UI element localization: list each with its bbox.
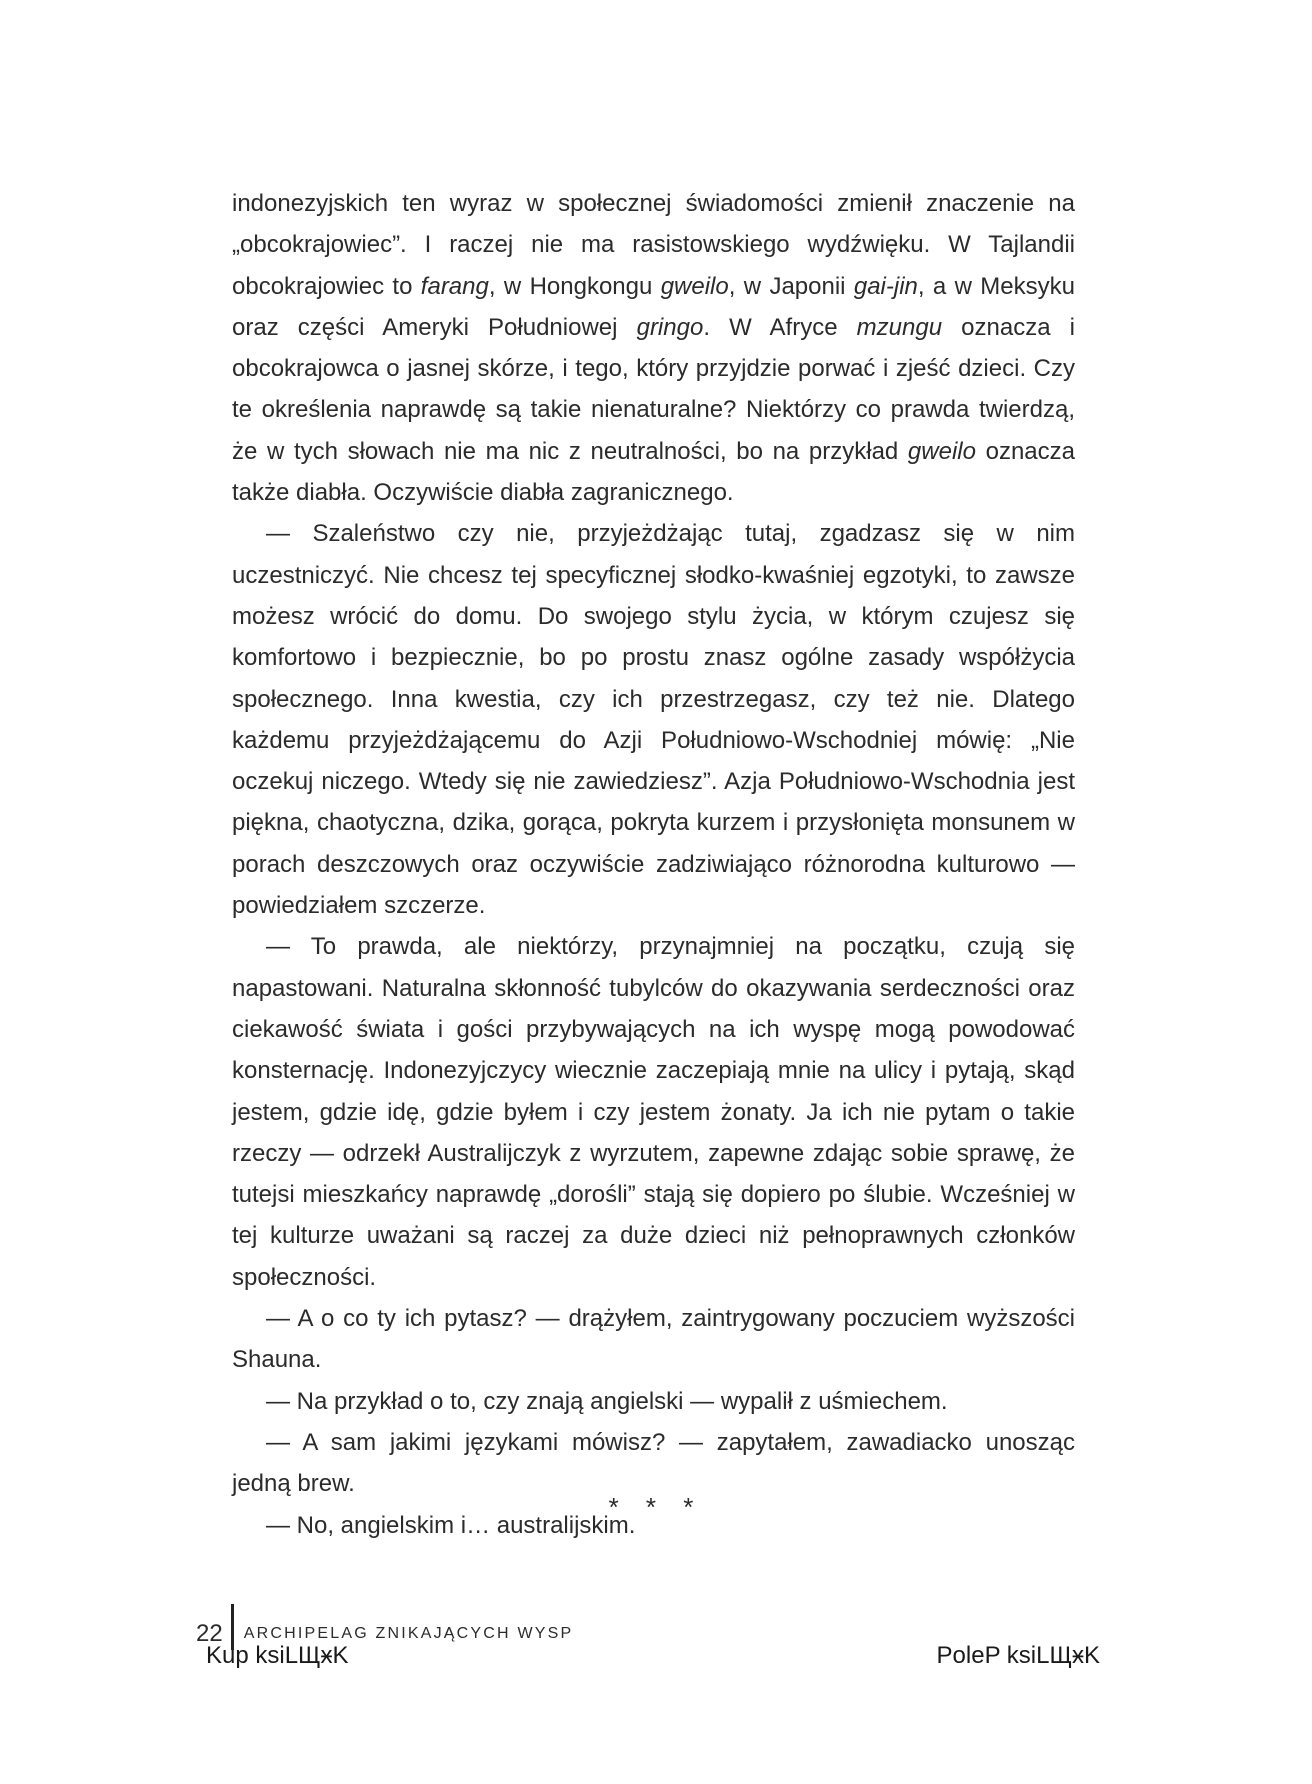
section-separator: * * * — [608, 1492, 704, 1522]
running-title: ARCHIPELAG ZNIKAJĄCYCH WYSP — [243, 1625, 574, 1642]
text-run: — A sam jakimi językami mówisz? — zapytałem, zawadiacko unosząc jedną brew. — [232, 1428, 1075, 1498]
page-number: 22 — [196, 1620, 223, 1647]
italic-term: farang — [420, 272, 489, 300]
italic-term: gai-jin — [853, 272, 918, 300]
italic-term: gringo — [636, 313, 704, 341]
text-run: indonezyjskich ten wyraz w społecznej świadomości zmienił znaczenie na „obcokrajowiec”. I raczej nie ma rasistowskiego wydźwięku. W Tajlandii obcokrajowiec to — [232, 190, 1075, 300]
text-run: — A o co ty ich pytasz? — drążyłem, zaintrygowany poczuciem wyższości Shauna. — [232, 1305, 1075, 1374]
italic-term: gweilo — [907, 437, 976, 465]
recommend-book-link[interactable]: PoleP ksiLЩӿK — [936, 1642, 1100, 1669]
italic-term: gweilo — [660, 272, 729, 300]
text-run: — No, angielskim i… australijskim. — [266, 1511, 636, 1539]
text-run: , a w Meksyku oraz części Ameryki Południowej — [232, 272, 1075, 341]
paragraph — [232, 1381, 1075, 1422]
text-run: — Szaleństwo czy nie, przyjeżdżając tutaj, zgadzasz się w nim uczestniczyć. Nie chcesz tej specyficznej słodko-kwaśniej egzotyki, to zawsze możesz wrócić do domu. Do swojego stylu życia, w którym czujesz się komfortowo i bezpiecznie, bo po prostu znasz ogólne zasady współżycia społecznego. Inna kwestia, czy ich przestrzegasz, czy też nie. Dlatego każdemu przyjeżdżającemu do Azji Południowo-Wschodniej mówię: „Nie oczekuj niczego. Wtedy się nie zawiedziesz”. Azja Południowo-Wschodnia jest piękna, chaotyczna, dzika, gorąca, pokryta kurzem i przysłonięta monsunem w porach deszczowych oraz oczywiście zadziwiająco różnorodna kulturowo — powiedziałem szczerze. — [232, 520, 1075, 920]
text-run: — Na przykład o to, czy znają angielski — wypalił z uśmiechem. — [266, 1387, 948, 1415]
buy-book-link[interactable]: Kup ksiLЩӿK — [206, 1642, 349, 1669]
text-run: . W Afryce — [703, 313, 857, 341]
text-run: , w Hongkongu — [488, 272, 661, 300]
text-run: — To prawda, ale niektórzy, przynajmniej na początku, czują się napastowani. Naturalna skłonność tubylców do okazywania serdeczności oraz ciekawość świata i gości przybywających na ich wyspę mogą powodować konsternację. Indonezyjczycy wiecznie zaczepiają mnie na ulicy i pytają, skąd jestem, gdzie idę, gdzie byłem i czy jestem żonaty. Ja ich nie pytam o takie rzeczy — odrzekł Australijczyk z wyrzutem, zapewne zdając sobie sprawę, że tutejsi mieszkańcy naprawdę „dorośli” stają się dopiero po ślubie. Wcześniej w tej kulturze uważani są raczej za duże dzieci niż pełnoprawnych członków społeczności. — [232, 933, 1075, 1291]
text-run: oznacza i obcokrajowca o jasnej skórze, i tego, który przyjdzie porwać i zjeść dzieci. Czy te określenia naprawdę są takie nienaturalne? Niektórzy co prawda twierdzą, że w tych słowach nie ma nic z neutralności, bo na przykład — [232, 313, 1076, 465]
paragraph — [232, 513, 1075, 926]
paragraph — [232, 926, 1075, 1298]
text-run: , w Japonii — [728, 272, 854, 300]
paragraph — [232, 1298, 1075, 1381]
body-text — [232, 183, 1075, 1546]
paragraph — [232, 183, 1075, 513]
text-run: oznacza także diabła. Oczywiście diabła zagranicznego. — [232, 437, 1075, 507]
italic-term: mzungu — [856, 313, 943, 341]
